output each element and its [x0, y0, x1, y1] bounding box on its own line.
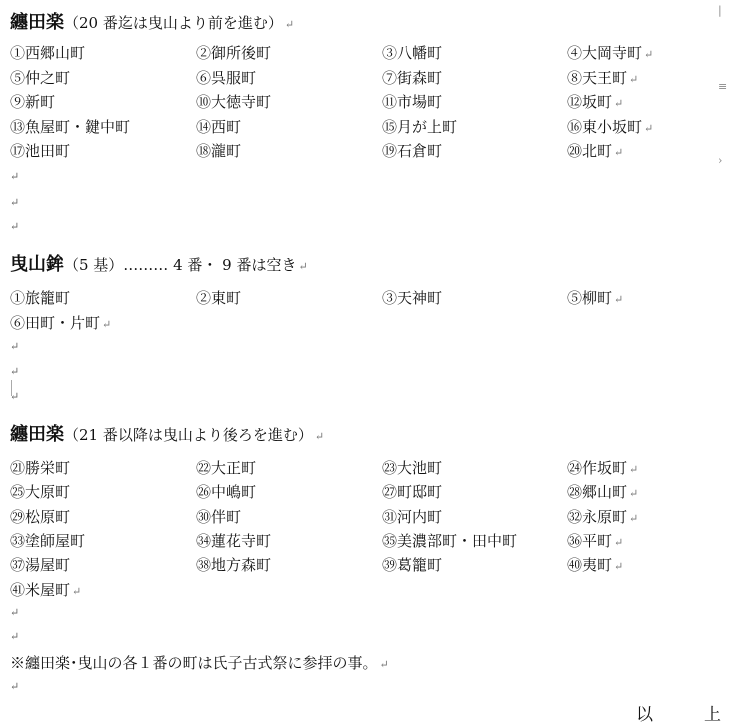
- margin-mark: ›: [718, 154, 723, 167]
- town-item: ㊳地方森町: [196, 556, 272, 575]
- paragraph-mark-icon: ↵: [10, 170, 20, 183]
- town-item: ㉚伴町: [196, 507, 242, 526]
- section2-subtitle: （5 基）……… 4 番・ 9 番は空き: [64, 256, 297, 274]
- town-item: ⑤仲之町: [10, 68, 71, 87]
- section3-heading: [10, 420, 325, 445]
- section1-subtitle: （20 番迄は曳山より前を進む）: [64, 14, 283, 32]
- paragraph-mark-icon: ↵: [10, 390, 20, 403]
- town-item: ㉘郷山町 ↵: [567, 483, 639, 502]
- town-item: ⑤柳町 ↵: [567, 289, 624, 307]
- paragraph-mark-icon: ↵: [298, 260, 308, 273]
- town-item: ㉑勝栄町: [10, 459, 71, 477]
- town-item: ⑳北町 ↵: [567, 142, 624, 160]
- town-item: ②御所後町: [196, 44, 272, 62]
- paragraph-mark-icon: ↵: [10, 680, 20, 693]
- closing-right: 上: [704, 705, 721, 725]
- town-item: ⑨新町: [10, 93, 56, 111]
- town-item: ㉟美濃部町・田中町: [382, 531, 518, 550]
- section2-title: 曳山鉾: [10, 254, 64, 275]
- paragraph-mark-icon: ↵: [10, 340, 20, 353]
- section3-subtitle: （21 番以降は曳山より後ろを進む）: [64, 426, 313, 444]
- paragraph-mark-icon: ↵: [10, 365, 20, 378]
- section1-heading: [10, 8, 295, 33]
- town-item: ㉜永原町 ↵: [567, 507, 639, 526]
- town-item: ㉞蓮花寺町: [196, 531, 272, 550]
- paragraph-mark-icon: ↵: [614, 560, 624, 574]
- paragraph-mark-icon: ↵: [10, 196, 20, 209]
- paragraph-mark-icon: ↵: [614, 146, 624, 159]
- section3-title: 纏田楽: [10, 424, 64, 445]
- town-item: ⑯東小坂町 ↵: [567, 117, 654, 136]
- closing-left: 以: [636, 705, 653, 725]
- town-item: ㊶米屋町 ↵: [10, 580, 82, 599]
- paragraph-mark-icon: ↵: [614, 535, 624, 549]
- paragraph-mark-icon: ↵: [284, 18, 295, 31]
- town-item: ㉕大原町: [10, 483, 71, 502]
- town-item: ⑧天王町 ↵: [567, 68, 639, 87]
- section2-heading: [10, 250, 308, 275]
- town-item: ㉝塗師屋町: [10, 531, 86, 550]
- town-item: ㉒大正町: [196, 459, 257, 477]
- paragraph-mark-icon: ↵: [629, 487, 639, 501]
- paragraph-mark-icon: ↵: [629, 72, 639, 86]
- town-item: ㉔作坂町 ↵: [567, 459, 639, 477]
- note-text: ※纏田楽･曳山の各１番の町は氏子古式祭に参拝の事。: [10, 654, 378, 672]
- town-item: ⑥田町・片町 ↵: [10, 313, 112, 332]
- town-item: ①西郷山町: [10, 44, 86, 62]
- town-item: ㊵夷町 ↵: [567, 556, 624, 575]
- town-item: ㉗町邸町: [382, 483, 443, 502]
- town-item: ㊲湯屋町: [10, 556, 71, 575]
- town-item: ⑫坂町 ↵: [567, 93, 624, 111]
- paragraph-mark-icon: ↵: [629, 511, 639, 525]
- paragraph-mark-icon: ↵: [644, 48, 654, 61]
- town-item: ⑩大徳寺町: [196, 93, 272, 111]
- town-item: ㊱平町 ↵: [567, 531, 624, 550]
- paragraph-mark-icon: ↵: [614, 293, 624, 306]
- section1-title: 纏田楽: [10, 12, 64, 33]
- town-item: ④大岡寺町 ↵: [567, 44, 654, 62]
- town-item: ⑮月が上町: [382, 117, 458, 136]
- paragraph-mark-icon: ↵: [10, 606, 20, 619]
- town-item: ㉙松原町: [10, 507, 71, 526]
- town-item: ⑭西町: [196, 117, 242, 136]
- paragraph-mark-icon: ↵: [379, 658, 389, 671]
- paragraph-mark-icon: ↵: [644, 121, 654, 135]
- town-item: ⑱瀧町: [196, 142, 242, 160]
- town-item: ㉖中嶋町: [196, 483, 257, 502]
- note-line: [10, 652, 389, 673]
- town-item: ㊴葛籠町: [382, 556, 443, 575]
- town-item: ⑪市場町: [382, 93, 443, 111]
- paragraph-mark-icon: ↵: [629, 463, 639, 476]
- paragraph-mark-icon: ↵: [102, 317, 112, 331]
- paragraph-mark-icon: ↵: [10, 220, 20, 233]
- town-item: ②東町: [196, 289, 242, 307]
- margin-mark: |: [718, 4, 722, 17]
- town-item: ①旅籠町: [10, 289, 71, 307]
- paragraph-mark-icon: ↵: [614, 97, 624, 110]
- town-item: ⑰池田町: [10, 142, 71, 160]
- town-item: ③八幡町: [382, 44, 443, 62]
- town-item: ㉛河内町: [382, 507, 443, 526]
- town-item: ㉓大池町: [382, 459, 443, 477]
- paragraph-mark-icon: ↵: [314, 430, 325, 443]
- town-item: ⑬魚屋町・鍵中町: [10, 117, 131, 136]
- town-item: ⑲石倉町: [382, 142, 443, 160]
- paragraph-mark-icon: ↵: [10, 630, 20, 643]
- town-item: ⑦街森町: [382, 68, 443, 87]
- town-item: ③天神町: [382, 289, 443, 307]
- margin-mark: ≡: [718, 80, 728, 93]
- paragraph-mark-icon: ↵: [72, 584, 82, 598]
- town-item: ⑥呉服町: [196, 68, 257, 87]
